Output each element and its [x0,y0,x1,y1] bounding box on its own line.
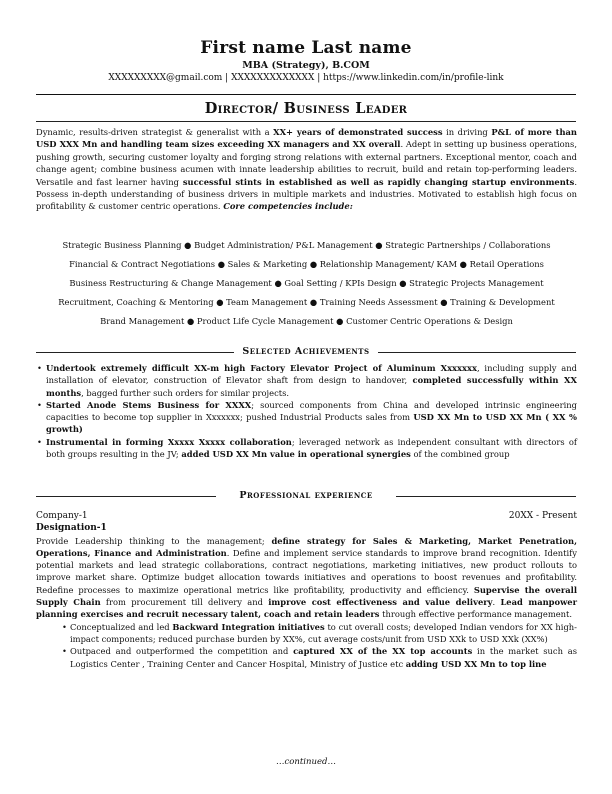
achievement-bold: Instrumental in forming Xxxxx Xxxxx collaboration [46,436,292,447]
job-bullet-item [36,645,577,670]
summary-text: Dynamic, results-driven strategist & generalist with a [36,127,274,137]
job-bullet-text: to cut overall costs; developed Indian vendors for XX high-impact components; reduced purchase burden by XX%, cut average costs/unit from USD XXk to USD XXk (XX%) [70,621,577,644]
job-dates: 20XX - Present [508,511,577,521]
bullet-icon: • [62,646,67,657]
summary-bold: successful stints in established as well as rapidly changing startup environments [182,176,575,187]
headline: Director/ Business Leader [204,100,408,117]
job-text: . Define and implement service standards to improve brand recognition. Identify potential markets and lead strategic collaborations, contract negotiations, marketing initiatives, new product rollouts to improve market share. Optimize budget allocation towards initiatives and operations to boost revenues and profitability. Redefine processes to maximize operational metrics like profitability, productivity and efficiency. [36,547,577,595]
job-bullet-text: in the market such as Logistics Center , Training Center and Cancer Hospital, Ministry of Justice etc [70,646,577,669]
contact-line: XXXXXXXXX@gmail.com | XXXXXXXXXXXXX | https://www.linkedin.com/in/profile-link [108,73,504,83]
job-description [36,535,577,621]
experience-heading-text: Professional experience [231,490,380,501]
competency-row: Business Restructuring & Change Management ● Goal Setting / KPIs Design ● Strategic Projects Management [69,278,544,288]
job-text: from procurement till delivery and [100,597,269,608]
achievement-text: ; leveraged network as independent consultant with directors of both groups resulting in the JV; [46,436,577,460]
achievement-text: ; sourced components from China and developed intrinsic engineering capacities to become top supplier in Xxxxxxx; pushed Industrial Products sales from [46,399,577,423]
core-competencies-lead: Core competencies include: [223,201,353,212]
continued-note: …continued… [276,757,336,767]
competency-row: Brand Management ● Product Life Cycle Management ● Customer Centric Operations & Design [100,316,513,326]
summary-text: in driving [442,127,492,137]
job-bullet-text: Outpaced and outperformed the competition and [70,646,294,657]
header-divider-bottom [36,121,576,122]
job-bullets [36,621,577,670]
competencies-list [36,236,577,331]
job-designation: Designation-1 [36,523,107,534]
achievement-item [36,436,577,461]
job-bold: Lead manpower planning exercises and recruit necessary talent, coach and retain leaders [36,597,577,620]
achievement-bold: Started Anode Stems Business for XXXX [46,399,252,410]
achievement-bold: completed successfully within XX months [46,375,577,398]
job-text: Provide Leadership thinking to the management; [36,535,272,546]
summary-text: . Adept in setting up business operations, pushing growth, securing customer loyalty and forging strong relations with external partners. Exceptional mentor, coach and change agent; combine business acumen with innate leadership abilities to recruit, build and retain top-performing leaders. Versatile and fast learner having [36,139,577,187]
company-name: Company-1 [36,511,88,521]
competency-row: Financial & Contract Negotiations ● Sales & Marketing ● Relationship Management/ KAM ● Retail Operations [69,259,544,269]
achievement-text: , bagged further such orders for similar projects. [81,387,290,398]
job-bold: improve cost effectiveness and value delivery [268,597,493,608]
job-entry [36,510,577,670]
achievements-heading [0,346,612,357]
experience-heading [0,490,612,501]
header-divider-top [36,94,576,95]
job-bold: define strategy for Sales & Marketing, Market Penetration, Operations, Finance and Administration [36,535,577,558]
summary-text: . Possess in-depth understanding of business drivers in multiple markets and industries. Motivated to establish high focus on profitability & customer centric operations. [36,176,577,212]
bullet-icon: • [37,399,42,410]
job-text: through effective performance management. [379,609,573,620]
job-bullet-bold: Backward Integration initiatives [172,621,325,632]
achievement-bold: USD XX Mn to USD XX Mn ( XX % growth) [46,412,577,435]
job-bullet-bold: adding USD XX Mn to top line [405,658,547,669]
summary-paragraph [36,126,577,213]
achievement-text: , including supply and installation of elevator, construction of Elevator shaft from design to handover, [46,363,577,386]
achievements-list [36,362,577,460]
bullet-icon: • [37,436,42,447]
job-bullet-item [36,621,577,646]
summary-bold: XX+ years of demonstrated success [273,127,443,137]
achievement-bold: added USD XX Mn value in operational synergies [181,449,411,460]
competency-row: Recruitment, Coaching & Mentoring ● Team Management ● Training Needs Assessment ● Training & Development [58,297,555,307]
job-text: . [492,597,501,608]
bullet-icon: • [62,621,67,632]
job-header [36,510,577,522]
achievement-item [36,362,577,399]
job-bold: Supervise the overall Supply Chain [36,584,577,608]
achievements-heading-text: Selected Achievements [234,346,377,357]
achievement-text: of the combined group [410,449,510,460]
bullet-icon: • [37,363,42,373]
competency-row: Strategic Business Planning ● Budget Administration/ P&L Management ● Strategic Partnerships / Collaborations [62,240,551,250]
candidate-name: First name Last name [200,38,412,58]
job-bullet-bold: captured XX of the XX top accounts [293,646,473,657]
candidate-degree: MBA (Strategy), B.COM [242,60,370,71]
achievement-item [36,399,577,436]
achievement-bold: Undertook extremely difficult XX-m high Factory Elevator Project of Aluminum Xxxxxxx [46,363,477,373]
job-bullet-text: Conceptualized and led [70,621,173,632]
summary-bold: P&L of more than USD XXX Mn and handling team sizes exceeding XX managers and XX overall [36,127,577,150]
